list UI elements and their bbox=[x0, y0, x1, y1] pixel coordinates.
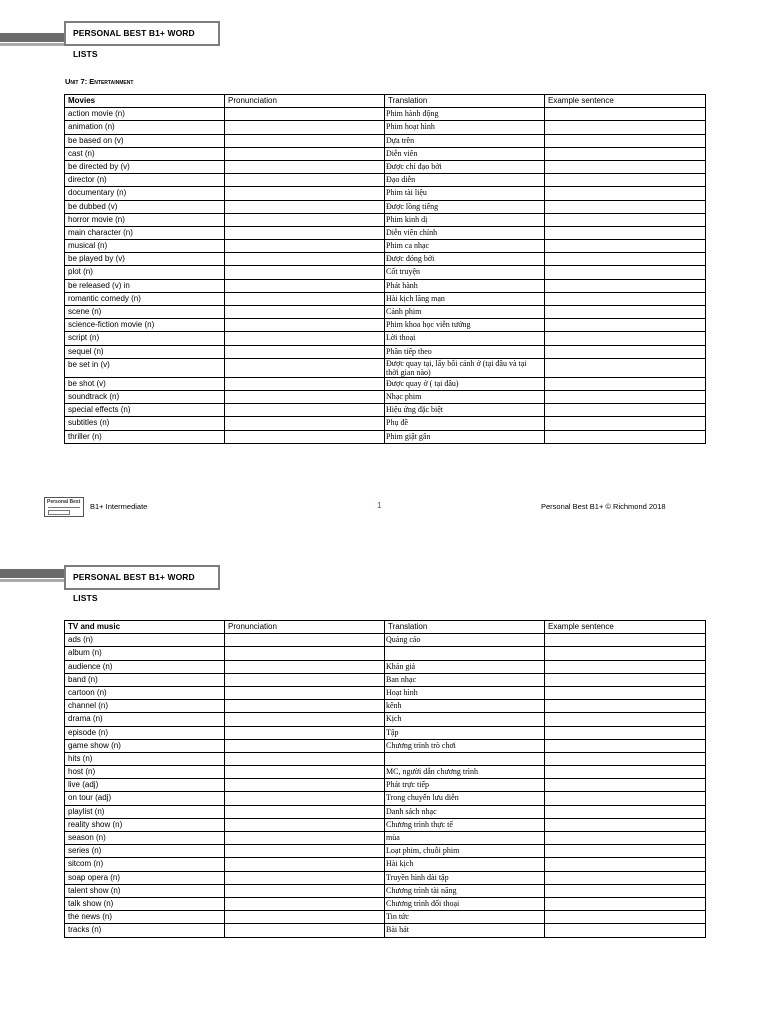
word-cell: playlist (n) bbox=[65, 805, 225, 818]
table-row bbox=[65, 332, 706, 345]
table-row bbox=[65, 871, 706, 884]
pronunciation-cell bbox=[225, 911, 385, 924]
section-heading: Movies bbox=[65, 95, 225, 108]
example-cell bbox=[545, 858, 706, 871]
example-cell bbox=[545, 897, 706, 910]
translation-cell: Phim tài liệu bbox=[385, 187, 545, 200]
table-row bbox=[65, 766, 706, 779]
word-cell: soundtrack (n) bbox=[65, 390, 225, 403]
header-bar-accent bbox=[0, 43, 66, 46]
pronunciation-cell bbox=[225, 792, 385, 805]
example-cell bbox=[545, 306, 706, 319]
translation-cell: Chương trình đối thoại bbox=[385, 897, 545, 910]
word-cell: drama (n) bbox=[65, 713, 225, 726]
example-cell bbox=[545, 792, 706, 805]
pronunciation-cell bbox=[225, 660, 385, 673]
word-cell: thriller (n) bbox=[65, 430, 225, 443]
header-label-2: PERSONAL BEST B1+ WORD LISTS bbox=[64, 565, 220, 590]
pronunciation-cell bbox=[225, 700, 385, 713]
example-cell bbox=[545, 253, 706, 266]
word-cell: tracks (n) bbox=[65, 924, 225, 937]
translation-cell: Phim hành động bbox=[385, 108, 545, 121]
table-row bbox=[65, 897, 706, 910]
word-cell: game show (n) bbox=[65, 739, 225, 752]
translation-cell: Cốt truyện bbox=[385, 266, 545, 279]
translation-cell: Phim kinh dị bbox=[385, 213, 545, 226]
translation-cell: mùa bbox=[385, 832, 545, 845]
translation-cell: Phát trực tiếp bbox=[385, 779, 545, 792]
table-row bbox=[65, 832, 706, 845]
translation-cell: Phim hoạt hình bbox=[385, 121, 545, 134]
movies-word-table bbox=[64, 94, 706, 444]
column-header: Pronunciation bbox=[225, 621, 385, 634]
word-cell: script (n) bbox=[65, 332, 225, 345]
table-row bbox=[65, 924, 706, 937]
translation-cell: Hoạt hình bbox=[385, 686, 545, 699]
table-row bbox=[65, 187, 706, 200]
column-header: Pronunciation bbox=[225, 95, 385, 108]
translation-cell: Tin tức bbox=[385, 911, 545, 924]
pronunciation-cell bbox=[225, 253, 385, 266]
word-cell: documentary (n) bbox=[65, 187, 225, 200]
example-cell bbox=[545, 871, 706, 884]
translation-cell: Nhạc phim bbox=[385, 390, 545, 403]
word-cell: main character (n) bbox=[65, 226, 225, 239]
table-row bbox=[65, 240, 706, 253]
section-heading: TV and music bbox=[65, 621, 225, 634]
word-cell: host (n) bbox=[65, 766, 225, 779]
pronunciation-cell bbox=[225, 726, 385, 739]
word-cell: scene (n) bbox=[65, 306, 225, 319]
translation-cell: Phát hành bbox=[385, 279, 545, 292]
example-cell bbox=[545, 332, 706, 345]
table-row bbox=[65, 345, 706, 358]
example-cell bbox=[545, 739, 706, 752]
translation-cell: Loạt phim, chuỗi phim bbox=[385, 845, 545, 858]
example-cell bbox=[545, 430, 706, 443]
column-header: Translation bbox=[385, 95, 545, 108]
table-row bbox=[65, 377, 706, 390]
table-row bbox=[65, 253, 706, 266]
header-bar-2 bbox=[0, 569, 66, 578]
page-footer bbox=[0, 497, 768, 521]
pronunciation-cell bbox=[225, 134, 385, 147]
translation-cell: Phần tiếp theo bbox=[385, 345, 545, 358]
table-row bbox=[65, 390, 706, 403]
example-cell bbox=[545, 319, 706, 332]
table-header-row bbox=[65, 95, 706, 108]
table-row bbox=[65, 845, 706, 858]
translation-cell: Chương trình trò chơi bbox=[385, 739, 545, 752]
example-cell bbox=[545, 404, 706, 417]
word-cell: ads (n) bbox=[65, 634, 225, 647]
table-row bbox=[65, 686, 706, 699]
example-cell bbox=[545, 240, 706, 253]
word-cell: special effects (n) bbox=[65, 404, 225, 417]
translation-cell: Hài kịch lãng mạn bbox=[385, 292, 545, 305]
footer-copyright: Personal Best B1+ © Richmond 2018 bbox=[541, 502, 666, 511]
pronunciation-cell bbox=[225, 417, 385, 430]
table-row bbox=[65, 319, 706, 332]
word-cell: subtitles (n) bbox=[65, 417, 225, 430]
pronunciation-cell bbox=[225, 377, 385, 390]
example-cell bbox=[545, 160, 706, 173]
example-cell bbox=[545, 713, 706, 726]
translation-cell: Hiệu ứng đặc biệt bbox=[385, 404, 545, 417]
word-cell: talent show (n) bbox=[65, 884, 225, 897]
pronunciation-cell bbox=[225, 871, 385, 884]
translation-cell: Khán giả bbox=[385, 660, 545, 673]
table-row bbox=[65, 226, 706, 239]
translation-cell: Được quay tại, lấy bối cảnh ở (tại đâu và tại thời gian nào) bbox=[385, 358, 545, 377]
pronunciation-cell bbox=[225, 752, 385, 765]
table-row bbox=[65, 634, 706, 647]
table-header-row bbox=[65, 621, 706, 634]
pronunciation-cell bbox=[225, 226, 385, 239]
example-cell bbox=[545, 752, 706, 765]
footer-level: B1+ Intermediate bbox=[90, 502, 148, 511]
example-cell bbox=[545, 292, 706, 305]
word-cell: reality show (n) bbox=[65, 818, 225, 831]
pronunciation-cell bbox=[225, 147, 385, 160]
word-cell: cartoon (n) bbox=[65, 686, 225, 699]
translation-cell: Đạo diễn bbox=[385, 174, 545, 187]
translation-cell: Được quay ở ( tại đâu) bbox=[385, 377, 545, 390]
table-row bbox=[65, 726, 706, 739]
translation-cell bbox=[385, 647, 545, 660]
example-cell bbox=[545, 818, 706, 831]
example-cell bbox=[545, 279, 706, 292]
example-cell bbox=[545, 121, 706, 134]
example-cell bbox=[545, 673, 706, 686]
tv-music-word-table bbox=[64, 620, 706, 938]
word-cell: hits (n) bbox=[65, 752, 225, 765]
example-cell bbox=[545, 147, 706, 160]
pronunciation-cell bbox=[225, 647, 385, 660]
table-row bbox=[65, 279, 706, 292]
table-row bbox=[65, 660, 706, 673]
table-row bbox=[65, 805, 706, 818]
table-row bbox=[65, 792, 706, 805]
word-cell: be based on (v) bbox=[65, 134, 225, 147]
pronunciation-cell bbox=[225, 187, 385, 200]
word-cell: be played by (v) bbox=[65, 253, 225, 266]
table-row bbox=[65, 121, 706, 134]
pronunciation-cell bbox=[225, 160, 385, 173]
table-row bbox=[65, 147, 706, 160]
table-row bbox=[65, 358, 706, 377]
word-cell: soap opera (n) bbox=[65, 871, 225, 884]
word-cell: be set in (v) bbox=[65, 358, 225, 377]
word-cell: be dubbed (v) bbox=[65, 200, 225, 213]
column-header: Example sentence bbox=[545, 621, 706, 634]
table-row bbox=[65, 700, 706, 713]
translation-cell: kênh bbox=[385, 700, 545, 713]
example-cell bbox=[545, 832, 706, 845]
example-cell bbox=[545, 766, 706, 779]
word-cell: series (n) bbox=[65, 845, 225, 858]
table-row bbox=[65, 292, 706, 305]
word-cell: sequel (n) bbox=[65, 345, 225, 358]
word-cell: animation (n) bbox=[65, 121, 225, 134]
translation-cell: Cảnh phim bbox=[385, 306, 545, 319]
example-cell bbox=[545, 266, 706, 279]
table-row bbox=[65, 739, 706, 752]
table-row bbox=[65, 713, 706, 726]
table-row bbox=[65, 200, 706, 213]
example-cell bbox=[545, 108, 706, 121]
pronunciation-cell bbox=[225, 713, 385, 726]
translation-cell: Được đóng bởi bbox=[385, 253, 545, 266]
translation-cell: Quảng cáo bbox=[385, 634, 545, 647]
word-cell: sitcom (n) bbox=[65, 858, 225, 871]
word-cell: be released (v) in bbox=[65, 279, 225, 292]
pronunciation-cell bbox=[225, 292, 385, 305]
example-cell bbox=[545, 213, 706, 226]
translation-cell: Dựa trên bbox=[385, 134, 545, 147]
table-row bbox=[65, 818, 706, 831]
example-cell bbox=[545, 226, 706, 239]
word-cell: on tour (adj) bbox=[65, 792, 225, 805]
column-header: Translation bbox=[385, 621, 545, 634]
word-cell: album (n) bbox=[65, 647, 225, 660]
translation-cell: Được chỉ đạo bởi bbox=[385, 160, 545, 173]
word-cell: talk show (n) bbox=[65, 897, 225, 910]
column-header: Example sentence bbox=[545, 95, 706, 108]
translation-cell: Phụ đề bbox=[385, 417, 545, 430]
pronunciation-cell bbox=[225, 884, 385, 897]
pronunciation-cell bbox=[225, 924, 385, 937]
word-cell: plot (n) bbox=[65, 266, 225, 279]
pronunciation-cell bbox=[225, 739, 385, 752]
footer-page-number: 1 bbox=[377, 501, 382, 510]
pronunciation-cell bbox=[225, 686, 385, 699]
pronunciation-cell bbox=[225, 319, 385, 332]
word-cell: season (n) bbox=[65, 832, 225, 845]
word-cell: the news (n) bbox=[65, 911, 225, 924]
table-row bbox=[65, 160, 706, 173]
table-row bbox=[65, 858, 706, 871]
header-bar bbox=[0, 33, 66, 42]
table-row bbox=[65, 134, 706, 147]
word-cell: science-fiction movie (n) bbox=[65, 319, 225, 332]
table-row bbox=[65, 174, 706, 187]
example-cell bbox=[545, 884, 706, 897]
table-row bbox=[65, 108, 706, 121]
example-cell bbox=[545, 187, 706, 200]
pronunciation-cell bbox=[225, 818, 385, 831]
word-cell: action movie (n) bbox=[65, 108, 225, 121]
translation-cell: Được lồng tiếng bbox=[385, 200, 545, 213]
pronunciation-cell bbox=[225, 306, 385, 319]
pronunciation-cell bbox=[225, 634, 385, 647]
table-row bbox=[65, 779, 706, 792]
pronunciation-cell bbox=[225, 779, 385, 792]
pronunciation-cell bbox=[225, 832, 385, 845]
translation-cell: Diễn viên bbox=[385, 147, 545, 160]
table-row bbox=[65, 911, 706, 924]
table-row bbox=[65, 752, 706, 765]
translation-cell: Phim khoa học viễn tưởng bbox=[385, 319, 545, 332]
pronunciation-cell bbox=[225, 213, 385, 226]
translation-cell: Ban nhạc bbox=[385, 673, 545, 686]
example-cell bbox=[545, 805, 706, 818]
word-cell: musical (n) bbox=[65, 240, 225, 253]
table-row bbox=[65, 213, 706, 226]
example-cell bbox=[545, 134, 706, 147]
translation-cell: Kịch bbox=[385, 713, 545, 726]
word-cell: romantic comedy (n) bbox=[65, 292, 225, 305]
example-cell bbox=[545, 358, 706, 377]
header-label: PERSONAL BEST B1+ WORD LISTS bbox=[64, 21, 220, 46]
translation-cell: Lời thoại bbox=[385, 332, 545, 345]
translation-cell: Phim ca nhạc bbox=[385, 240, 545, 253]
pronunciation-cell bbox=[225, 108, 385, 121]
pronunciation-cell bbox=[225, 174, 385, 187]
pronunciation-cell bbox=[225, 673, 385, 686]
translation-cell: Trong chuyến lưu diễn bbox=[385, 792, 545, 805]
pronunciation-cell bbox=[225, 390, 385, 403]
translation-cell: Truyền hình dài tập bbox=[385, 871, 545, 884]
pronunciation-cell bbox=[225, 279, 385, 292]
example-cell bbox=[545, 377, 706, 390]
word-cell: be shot (v) bbox=[65, 377, 225, 390]
example-cell bbox=[545, 174, 706, 187]
example-cell bbox=[545, 660, 706, 673]
example-cell bbox=[545, 700, 706, 713]
word-cell: horror movie (n) bbox=[65, 213, 225, 226]
example-cell bbox=[545, 345, 706, 358]
translation-cell: Chương trình tài năng bbox=[385, 884, 545, 897]
example-cell bbox=[545, 647, 706, 660]
translation-cell: Tập bbox=[385, 726, 545, 739]
word-cell: be directed by (v) bbox=[65, 160, 225, 173]
pronunciation-cell bbox=[225, 121, 385, 134]
word-cell: cast (n) bbox=[65, 147, 225, 160]
table-row bbox=[65, 430, 706, 443]
translation-cell: MC, người dẫn chương trình bbox=[385, 766, 545, 779]
unit-title: Unit 7: Entertainment bbox=[65, 77, 134, 86]
pronunciation-cell bbox=[225, 858, 385, 871]
translation-cell bbox=[385, 752, 545, 765]
example-cell bbox=[545, 924, 706, 937]
pronunciation-cell bbox=[225, 240, 385, 253]
word-cell: director (n) bbox=[65, 174, 225, 187]
pronunciation-cell bbox=[225, 897, 385, 910]
pronunciation-cell bbox=[225, 266, 385, 279]
translation-cell: Hài kịch bbox=[385, 858, 545, 871]
table-row bbox=[65, 306, 706, 319]
word-cell: band (n) bbox=[65, 673, 225, 686]
example-cell bbox=[545, 845, 706, 858]
pronunciation-cell bbox=[225, 766, 385, 779]
pronunciation-cell bbox=[225, 805, 385, 818]
pronunciation-cell bbox=[225, 200, 385, 213]
example-cell bbox=[545, 911, 706, 924]
example-cell bbox=[545, 417, 706, 430]
example-cell bbox=[545, 390, 706, 403]
header-bar-accent-2 bbox=[0, 579, 66, 582]
pronunciation-cell bbox=[225, 430, 385, 443]
pronunciation-cell bbox=[225, 845, 385, 858]
example-cell bbox=[545, 686, 706, 699]
pronunciation-cell bbox=[225, 332, 385, 345]
translation-cell: Danh sách nhạc bbox=[385, 805, 545, 818]
example-cell bbox=[545, 726, 706, 739]
table-row bbox=[65, 417, 706, 430]
example-cell bbox=[545, 634, 706, 647]
logo-text: Personal Best bbox=[47, 499, 81, 505]
word-cell: audience (n) bbox=[65, 660, 225, 673]
pronunciation-cell bbox=[225, 358, 385, 377]
word-cell: channel (n) bbox=[65, 700, 225, 713]
table-row bbox=[65, 647, 706, 660]
pronunciation-cell bbox=[225, 404, 385, 417]
translation-cell: Bài hát bbox=[385, 924, 545, 937]
example-cell bbox=[545, 200, 706, 213]
translation-cell: Phim giật gân bbox=[385, 430, 545, 443]
personal-best-logo bbox=[44, 497, 84, 517]
table-row bbox=[65, 673, 706, 686]
word-cell: episode (n) bbox=[65, 726, 225, 739]
translation-cell: Chương trình thực tế bbox=[385, 818, 545, 831]
word-cell: live (adj) bbox=[65, 779, 225, 792]
translation-cell: Diễn viên chính bbox=[385, 226, 545, 239]
example-cell bbox=[545, 779, 706, 792]
table-row bbox=[65, 404, 706, 417]
table-row bbox=[65, 884, 706, 897]
table-row bbox=[65, 266, 706, 279]
pronunciation-cell bbox=[225, 345, 385, 358]
